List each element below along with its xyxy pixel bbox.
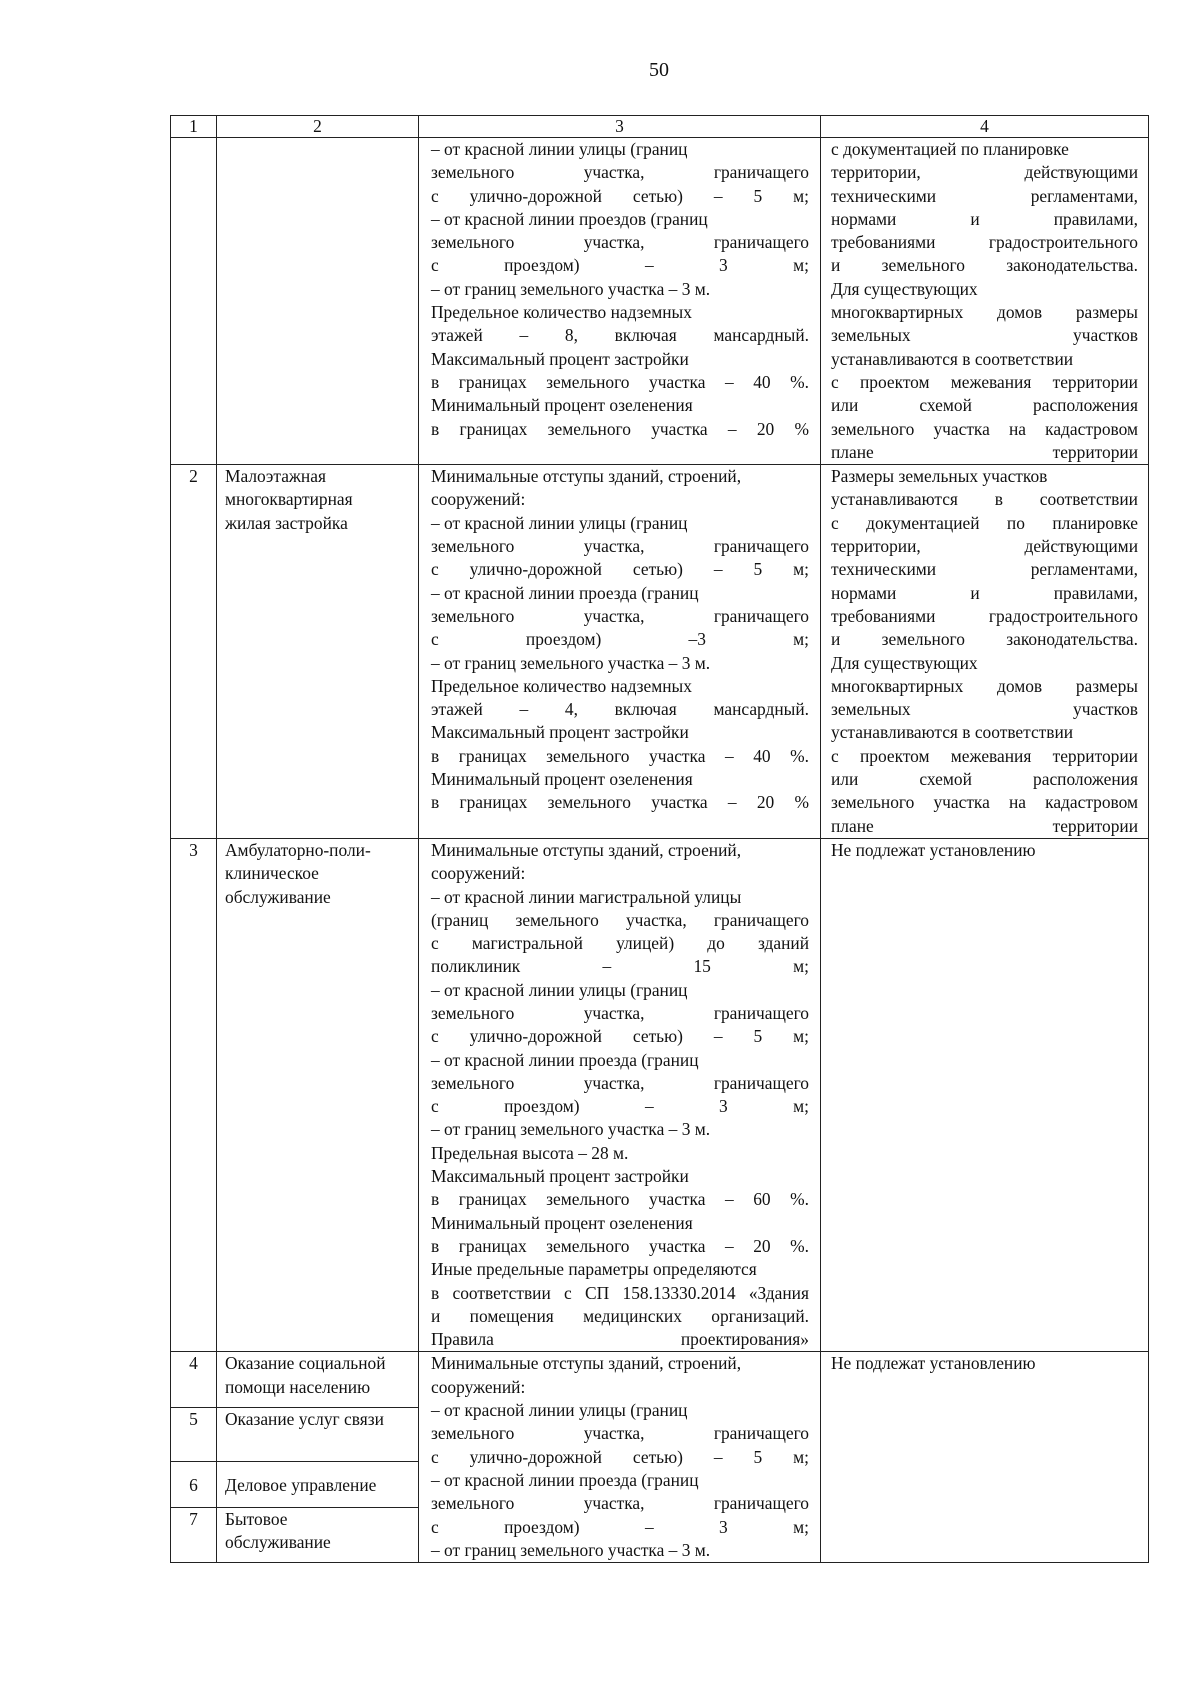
- text-line: Максимальный процент застройки: [431, 348, 689, 369]
- text-line: и земельного законодательства.: [831, 255, 1138, 276]
- text-line: – от границ земельного участка – 3 м.: [431, 1539, 711, 1560]
- text-line: земельного участка, граничащего: [431, 1002, 809, 1023]
- row-number: 7: [171, 1507, 217, 1562]
- text-line: в соответствии с СП 158.13330.2014 «Здания: [431, 1282, 809, 1303]
- text-line: многоквартирных домов размеры: [831, 302, 1138, 323]
- use-type-cell: [217, 838, 419, 1352]
- text-line: территории, действующими: [831, 162, 1138, 183]
- use-type-cell: [217, 1507, 419, 1562]
- text-line: земельного участка, граничащего: [431, 232, 809, 253]
- text-line: земельного участка, граничащего: [431, 1072, 809, 1093]
- text-line: поликлиник – 15 м;: [431, 956, 809, 977]
- text-line: или схемой расположения: [831, 395, 1138, 416]
- text-line: Бытовое: [225, 1508, 288, 1529]
- text-line: устанавливаются в соответствии: [831, 722, 1074, 743]
- text-line: Минимальный процент озеленения: [431, 769, 693, 790]
- text-line: – от красной линии проезда (границ: [431, 582, 699, 603]
- use-type-cell: [217, 465, 419, 839]
- text-line: Предельное количество надземных: [431, 675, 692, 696]
- text-line: обслуживание: [225, 886, 331, 907]
- text-line: с документацией по планировке: [831, 512, 1138, 533]
- parameters-cell: [419, 1352, 821, 1563]
- text-line: в границах земельного участка – 60 %.: [431, 1189, 809, 1210]
- text-line: – от границ земельного участка – 3 м.: [431, 1119, 711, 1140]
- text-line: земельного участка, граничащего: [431, 1423, 809, 1444]
- text-line: Правила проектирования»: [431, 1329, 809, 1350]
- table-header-row: [171, 116, 1149, 138]
- text-line: сооружений:: [431, 1376, 526, 1397]
- plot-size-cell: Не подлежат установлению: [821, 1352, 1149, 1563]
- text-line: техническими регламентами,: [831, 185, 1138, 206]
- text-line: земельного участка на кадастровом: [831, 792, 1138, 813]
- row-number: 3: [171, 838, 217, 1352]
- text-line: Оказание социальной: [225, 1353, 386, 1374]
- text-line: земельных участков: [831, 699, 1138, 720]
- text-line: Для существующих: [831, 278, 978, 299]
- table-row: [171, 465, 1149, 839]
- text-line: нормами и правилами,: [831, 582, 1138, 603]
- text-line: многоквартирная: [225, 489, 353, 510]
- text-line: Минимальные отступы зданий, строений,: [431, 466, 742, 487]
- text-line: с проездом) –3 м;: [431, 629, 809, 650]
- text-line: в границах земельного участка – 20 %: [431, 792, 809, 813]
- text-line: – от красной линии проезда (границ: [431, 1469, 699, 1490]
- text-line: и земельного законодательства.: [831, 629, 1138, 650]
- text-line: территории, действующими: [831, 536, 1138, 557]
- row-number: 6: [171, 1461, 217, 1507]
- text-line: – от красной линии улицы (границ: [431, 979, 688, 1000]
- use-type-cell: Деловое управление: [217, 1461, 419, 1507]
- row-number: 4: [171, 1352, 217, 1407]
- text-line: с проездом) – 3 м;: [431, 255, 809, 276]
- text-line: с проектом межевания территории: [831, 745, 1138, 766]
- text-line: Минимальные отступы зданий, строений,: [431, 1353, 742, 1374]
- text-line: Максимальный процент застройки: [431, 1166, 689, 1187]
- text-line: Амбулаторно-поли-: [225, 839, 371, 860]
- text-line: с документацией по планировке: [831, 139, 1069, 159]
- text-line: многоквартирных домов размеры: [831, 675, 1138, 696]
- header-cell-1: 1: [171, 116, 217, 138]
- text-line: земельного участка, граничащего: [431, 162, 809, 183]
- text-line: Для существующих: [831, 652, 978, 673]
- text-line: техническими регламентами,: [831, 559, 1138, 580]
- text-line: – от красной линии проездов (границ: [431, 208, 708, 229]
- text-line: с магистральной улицей) до зданий: [431, 933, 809, 954]
- text-line: – от красной линии проезда (границ: [431, 1049, 699, 1070]
- text-line: – от границ земельного участка – 3 м.: [431, 278, 711, 299]
- text-line: плане территории: [831, 441, 1138, 462]
- text-line: в границах земельного участка – 20 %: [431, 418, 809, 439]
- text-line: Предельная высота – 28 м.: [431, 1142, 629, 1163]
- plot-size-cell: [821, 138, 1149, 465]
- text-line: – от границ земельного участка – 3 м.: [431, 652, 711, 673]
- text-line: в границах земельного участка – 20 %.: [431, 1235, 809, 1256]
- text-line: с улично-дорожной сетью) – 5 м;: [431, 185, 809, 206]
- regulations-table: [170, 115, 1149, 1563]
- text-line: этажей – 4, включая мансардный.: [431, 699, 809, 720]
- text-line: помощи населению: [225, 1376, 371, 1397]
- text-line: в границах земельного участка – 40 %.: [431, 371, 809, 392]
- text-line: или схемой расположения: [831, 769, 1138, 790]
- use-type-cell: [217, 1352, 419, 1407]
- text-line: земельного участка, граничащего: [431, 605, 809, 626]
- text-line: земельного участка, граничащего: [431, 1493, 809, 1514]
- text-line: – от красной линии улицы (границ: [431, 512, 688, 533]
- text-line: в границах земельного участка – 40 %.: [431, 745, 809, 766]
- header-cell-2: 2: [217, 116, 419, 138]
- text-line: – от красной линии улицы (границ: [431, 1400, 688, 1421]
- header-cell-4: 4: [821, 116, 1149, 138]
- plot-size-cell: [821, 465, 1149, 839]
- text-line: Минимальный процент озеленения: [431, 1212, 693, 1233]
- parameters-cell: [419, 465, 821, 839]
- parameters-cell: [419, 838, 821, 1352]
- text-line: сооружений:: [431, 863, 526, 884]
- text-line: сооружений:: [431, 489, 526, 510]
- text-line: Минимальные отступы зданий, строений,: [431, 839, 742, 860]
- text-line: земельного участка на кадастровом: [831, 418, 1138, 439]
- parameters-cell: [419, 138, 821, 465]
- text-line: требованиями градостроительного: [831, 232, 1138, 253]
- text-line: – от красной линии улицы (границ: [431, 139, 688, 159]
- text-line: с проектом межевания территории: [831, 371, 1138, 392]
- row-number: 5: [171, 1407, 217, 1461]
- text-line: этажей – 8, включая мансардный.: [431, 325, 809, 346]
- text-line: Предельное количество надземных: [431, 302, 692, 323]
- row-number: 2: [171, 465, 217, 839]
- text-line: плане территории: [831, 815, 1138, 836]
- text-line: с проездом) – 3 м;: [431, 1096, 809, 1117]
- plot-size-cell: Не подлежат установлению: [821, 838, 1149, 1352]
- text-line: клиническое: [225, 863, 319, 884]
- text-line: с проездом) – 3 м;: [431, 1516, 809, 1537]
- text-line: с улично-дорожной сетью) – 5 м;: [431, 1026, 809, 1047]
- text-line: устанавливаются в соответствии: [831, 489, 1138, 510]
- text-line: нормами и правилами,: [831, 208, 1138, 229]
- text-line: Максимальный процент застройки: [431, 722, 689, 743]
- text-line: обслуживание: [225, 1532, 331, 1553]
- text-line: Иные предельные параметры определяются: [431, 1259, 757, 1280]
- text-line: устанавливаются в соответствии: [831, 348, 1074, 369]
- text-line: (границ земельного участка, граничащего: [431, 909, 809, 930]
- table-row: [171, 838, 1149, 1352]
- text-line: с улично-дорожной сетью) – 5 м;: [431, 559, 809, 580]
- text-line: земельных участков: [831, 325, 1138, 346]
- text-line: требованиями градостроительного: [831, 605, 1138, 626]
- table-row-continuation: [171, 138, 1149, 465]
- use-type-cell: [217, 138, 419, 465]
- text-line: и помещения медицинских организаций.: [431, 1305, 809, 1326]
- row-number-cell: [171, 138, 217, 465]
- text-line: земельного участка, граничащего: [431, 536, 809, 557]
- text-line: жилая застройка: [225, 512, 348, 533]
- text-line: Малоэтажная: [225, 466, 326, 487]
- text-line: с улично-дорожной сетью) – 5 м;: [431, 1446, 809, 1467]
- use-type-cell: Оказание услуг связи: [217, 1407, 419, 1461]
- text-line: Размеры земельных участков: [831, 466, 1048, 487]
- header-cell-3: 3: [419, 116, 821, 138]
- page-number: 50: [649, 59, 669, 81]
- text-line: – от красной линии магистральной улицы: [431, 886, 742, 907]
- table-row: [171, 1352, 1149, 1407]
- text-line: Минимальный процент озеленения: [431, 395, 693, 416]
